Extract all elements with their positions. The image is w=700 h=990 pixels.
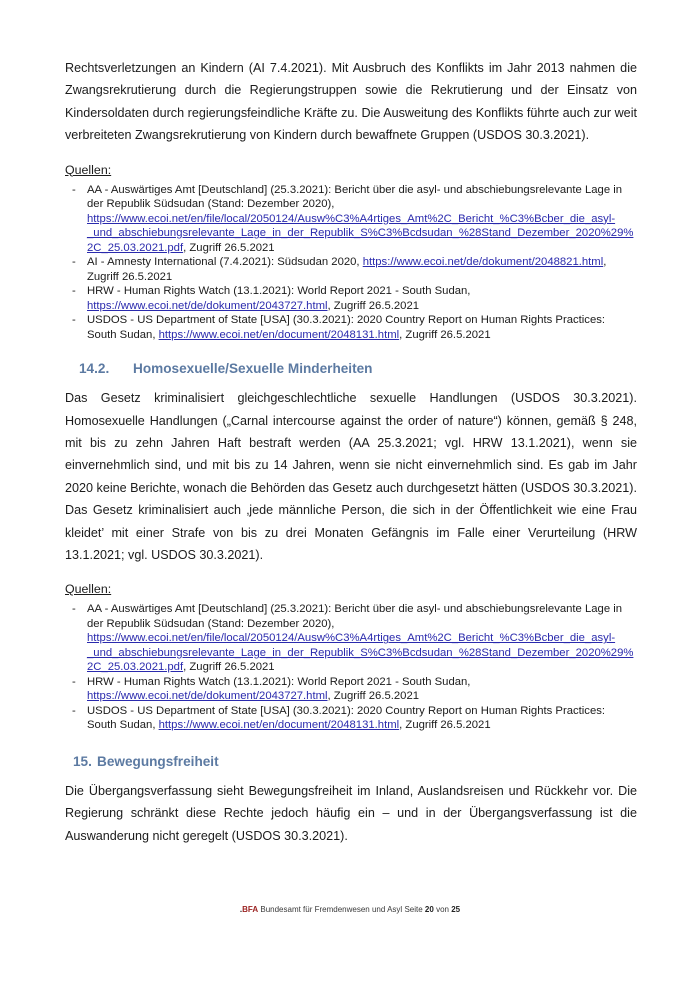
list-dash-marker: - [72,704,76,717]
footer-org-name: Bundesamt für Fremdenwesen und Asyl [260,905,403,914]
source-item [65,602,637,675]
footer-page-label: Seite [404,905,423,914]
section-heading-15 [65,753,637,770]
list-dash-marker: - [72,183,76,196]
source-suffix: , Zugriff 26.5.2021 [87,256,607,283]
paragraph-sexual-minorities: Das Gesetz kriminalisiert gleichgeschlechtliche sexuelle Handlungen (USDOS 30.3.2021). Homosexuelle Handlungen („Carnal intercourse against the order of nature“) können, gemäß § 248, mit bis zu zehn Jahren Haft bestraft werden (AA 25.3.2021; vgl. HRW 13.1.2021), wenn sie einvernehmlich sind, und mit bis zu 14 Jahren, wenn sie nicht einvernehmlich sind. Es gab im Jahr 2020 keine Berichte, wonach die Behörden das Gesetz auch durchgesetzt hätten (USDOS 30.3.2021). Das Gesetz kriminalisiert auch ‚jede männliche Person, die sich in der Öffentlichkeit wie eine Frau kleidet’ mit einer Strafe von bis zu drei Monaten Gefängnis im Falle einer Verurteilung (HRW 13.1.2021; vgl. USDOS 30.3.2021). [65,391,637,562]
page-number: 20 [424,905,434,914]
section-number: 15. [73,753,92,769]
source-link[interactable]: https://www.ecoi.net/en/file/local/2050124/Ausw%C3%A4rtiges_Amt%2C_Bericht_%C3%Bcber_die_asyl-_und_abschiebungsrelevante_Lage_in_der_Republik_S%C3%Bcdsudan_%28Stand_Dezember_2020%29%2C_25.03.2021.pdf [87,212,634,254]
source-text: USDOS - US Department of State [USA] (30.3.2021): 2020 Country Report on Human Rights Practices: South Sudan, [87,704,606,732]
source-link[interactable]: https://www.ecoi.net/en/file/local/2050124/Ausw%C3%A4rtiges_Amt%2C_Bericht_%C3%Bcber_die_asyl-_und_abschiebungsrelevante_Lage_in_der_Republik_S%C3%Bcdsudan_%28Stand_Dezember_2020%29%2C_25.03.2021.pdf [87,632,634,674]
source-text: HRW - Human Rights Watch (13.1.2021): World Report 2021 - South Sudan, [87,675,471,688]
bfa-logo: BFA [242,905,259,914]
source-suffix: , Zugriff 26.5.2021 [399,719,491,732]
page-total: 25 [451,905,461,914]
section-heading-14-2 [65,360,637,377]
source-link[interactable]: https://www.ecoi.net/de/dokument/2043727.html [87,690,328,703]
paragraph-child-recruitment: Rechtsverletzungen an Kindern (AI 7.4.2021). Mit Ausbruch des Konflikts im Jahr 2013 nahmen die Zwangsrekrutierung durch die Regierungstruppen sowie die Rekrutierung und der Einsatz von Kindersoldaten durch regierungsfeindliche Kräfte zu. Die Ausweitung des Konflikts führte auch zur weit verbreiteten Zwangsrekrutierung von Kindern durch bewaffnete Gruppen (USDOS 30.3.2021). [65,61,637,143]
source-item [65,183,637,256]
source-suffix: , Zugriff 26.5.2021 [183,241,275,254]
list-dash-marker: - [72,285,76,298]
source-suffix: , Zugriff 26.5.2021 [327,690,420,703]
source-suffix: , Zugriff 26.5.2021 [399,328,491,341]
source-item [65,675,637,704]
sources-label: Quellen: [65,162,112,177]
section-title: Bewegungsfreiheit [97,753,219,769]
source-text: USDOS - US Department of State [USA] (30.3.2021): 2020 Country Report on Human Rights Practices: South Sudan, [87,314,606,341]
page-content [65,57,637,847]
source-text: AA - Auswärtiges Amt [Deutschland] (25.3.2021): Bericht über die asyl- und abschiebungsrelevante Lage in der Republik Südsudan (Stand: Dezember 2020), [87,183,623,211]
source-item [65,704,637,733]
source-text: HRW - Human Rights Watch (13.1.2021): World Report 2021 - South Sudan, [87,285,471,298]
list-dash-marker: - [72,256,76,269]
source-link[interactable]: https://www.ecoi.net/de/dokument/2043727.html [87,299,328,312]
source-link[interactable]: https://www.ecoi.net/en/document/2048131.html [158,719,400,732]
section-number: 14.2. [79,361,110,377]
source-link[interactable]: https://www.ecoi.net/en/document/2048131.html [158,328,400,341]
sources-list [65,602,637,733]
sources-list [65,183,637,343]
section-title: Homosexuelle/Sexuelle Minderheiten [133,361,373,377]
list-dash-marker: - [72,603,76,616]
source-text: AA - Auswärtiges Amt [Deutschland] (25.3.2021): Bericht über die asyl- und abschiebungsrelevante Lage in der Republik Südsudan (Stand: Dezember 2020), [87,603,623,630]
footer-of-label: von [436,905,449,914]
source-item [65,313,637,342]
source-suffix: , Zugriff 26.5.2021 [327,299,420,312]
list-dash-marker: - [72,675,76,688]
source-item [65,255,637,284]
source-suffix: , Zugriff 26.5.2021 [183,661,275,674]
source-text: AI - Amnesty International (7.4.2021): Südsudan 2020, [87,256,363,269]
sources-label: Quellen: [65,582,112,597]
source-item [65,284,637,313]
source-link[interactable]: https://www.ecoi.net/de/dokument/2048821.html [362,256,604,269]
list-dash-marker: - [72,314,76,327]
bfa-logo-dot: . [239,905,243,914]
paragraph-freedom-of-movement: Die Übergangsverfassung sieht Bewegungsfreiheit im Inland, Auslandsreisen und Rückkehr vor. Die Regierung schränkt diese Rechte jedoch häufig ein – und in der Übergangsverfassung ist die Auswanderung nicht geregelt (USDOS 30.3.2021). [65,783,637,843]
page-footer [0,905,700,915]
